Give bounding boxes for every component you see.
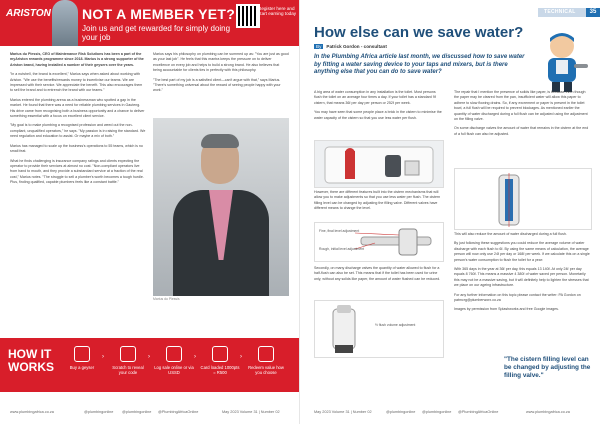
paragraph: For any further information on this topic please contact the writer: PA Gordon on patmcrg@plumberworx.co.za bbox=[454, 292, 581, 303]
left-column-1 bbox=[10, 52, 146, 190]
paragraph: A big area of water consumption in any installation is the toilet. Most persons flush the toilet on an average four times a day. If your toilet has a standard 9ℓ cistern, that means 36ℓ per day per person or 252ℓ per week. bbox=[314, 90, 436, 105]
right-column-1 bbox=[314, 90, 444, 125]
article-title: How else can we save water? bbox=[314, 24, 524, 41]
step-card-loaded bbox=[200, 346, 240, 375]
plumber-mascot-illustration bbox=[534, 30, 590, 94]
footer-site[interactable]: www.plumbingafrica.co.za bbox=[526, 410, 570, 414]
byline-by: By bbox=[316, 44, 322, 49]
step-scratch bbox=[108, 346, 148, 375]
arrow-right-icon: › bbox=[148, 354, 150, 360]
card-icon bbox=[212, 346, 228, 362]
half-flush-label: ½ flush volume adjustment bbox=[375, 323, 416, 327]
ariston-banner[interactable] bbox=[0, 0, 300, 46]
step-label: Redeem value how you choose bbox=[248, 365, 284, 375]
arrow-right-icon: › bbox=[240, 354, 242, 360]
paragraph: With 365 days in the year at 36ℓ per day, this equals 13 140ℓ. At only 24ℓ per day equals 8 760ℓ. This means a massive 4 380ℓ of water saved per person. Monetarily this may not be a massive saving, but it will definitely help to lighten the stresses that we place on our ageing infrastructure. bbox=[454, 267, 589, 288]
paragraph: On some discharge valves the amount of water that remains in the cistern at the end of a full flush can also be adjusted. bbox=[454, 126, 589, 136]
paragraph: "My goal is to make plumbing a recognised profession and weed out the non-compliant, unqualified operators," he says. "My passion is in raising the standard. We need regulation and education to assist. Or maybe a mix of both." bbox=[10, 123, 146, 139]
qr-code-icon[interactable] bbox=[236, 4, 260, 28]
byline-author: Patrick Gordon - consultant bbox=[326, 44, 387, 49]
section-tab bbox=[538, 8, 600, 17]
right-column-1b bbox=[314, 190, 444, 216]
step-redeem bbox=[246, 346, 286, 375]
how-it-works-title: HOW IT WORKS bbox=[8, 347, 54, 374]
paragraph: Images by permission from Splashworks and free Google images. bbox=[454, 307, 559, 312]
portrait-photo bbox=[153, 118, 289, 296]
banner-headline: NOT A MEMBER YET? bbox=[82, 6, 236, 22]
paragraph: Marius entered the plumbing arena as a businessman who spotted a gap in the market. He found that there was a need for reliable plumbing services in Gauteng. His drive came from recognising both a business opportunity and a chance to deliver something essential with a focus on excellent client service. bbox=[10, 97, 145, 119]
footer-issue: May 2023 Volume 31 | Number 02 bbox=[314, 410, 372, 414]
fine-adjustment-label: Fine, final level adjustment bbox=[319, 229, 360, 233]
step-label: Scratch to reveal your code bbox=[112, 365, 144, 375]
footer-issue: May 2023 Volume 31 | Number 02 bbox=[222, 410, 280, 414]
right-column-2 bbox=[454, 90, 590, 141]
geyser-icon bbox=[74, 346, 90, 362]
banner-subline: Join us and get rewarded for simply doing your job bbox=[82, 24, 231, 42]
left-column-2 bbox=[153, 52, 289, 98]
paragraph: The repair that I mention the presence of solids like paper, is because even though the paper may be cleared from the pan, insufficient water will allow this paper to adhere to slow flowing drains. So, if any excrement or paper is present in the toilet bowl, a full flush will be required to prevent blockages. As mentioned earlier the quantity of water discharged during a full flush can be adjusted using the adjustment on the filling valve. bbox=[454, 90, 588, 122]
ariston-logo: ARISTON bbox=[6, 8, 51, 19]
paragraph: Secondly, on many discharge valves the quantity of water allowed to flush for a half-flush can also be set. This means that if the toilet has been used for urine only, without any solids like paper, the amount of water flushed can be reduced. bbox=[314, 266, 441, 281]
right-column-1c bbox=[314, 266, 444, 286]
photo-caption: Marius du Plessis bbox=[153, 297, 180, 301]
paragraph: Marius says his philosophy on plumbing can be summed up as: "You are just as good as your last job". He feels that this mantra keeps the pressure on to deliver excellence on every job and helps to build a strong brand. He also believes that being accountable for clients ties in perfectly with this philosophy. bbox=[153, 52, 289, 73]
paragraph: Marius du Plessis, CEO of Maintenance Risk Solutions has been a part of the myAriston rewards programme since 2018. Marius is a strong supporter of the Ariston brand, having installed a number of their geysers over the years. bbox=[10, 52, 144, 67]
step-label: Buy a geyser bbox=[69, 365, 95, 370]
banner-person-photo bbox=[52, 0, 78, 46]
step-buy-geyser bbox=[62, 346, 102, 370]
footer-social-facebook[interactable]: @plumbingonline bbox=[386, 410, 416, 414]
paragraph: "The best part of my job is a satisfied client—can't argue with that," says Marius. "There's something universal about the reward of seeing people happy with your work." bbox=[153, 77, 281, 93]
right-column-2b bbox=[454, 232, 590, 317]
step-log-sale bbox=[154, 346, 194, 375]
footer-social-twitter[interactable]: @plumbingonline bbox=[122, 410, 152, 414]
section-label: TECHNICAL bbox=[544, 9, 576, 15]
right-page bbox=[300, 0, 600, 424]
pull-quote: "The cistern filling level can be changed by adjusting the filling valve." bbox=[504, 356, 591, 379]
step-label: Card loaded 1000pts = R500 bbox=[200, 365, 240, 375]
paragraph: What he finds challenging is insurance company ratings and clients expecting the operator to provide their services at almost no cost. "Non-compliant operators live from hand to mouth, and they provide a substandard service at a fraction of the real cost," Marius notes. "The struggle to sell a plumber's worth becomes a tough hurdle. Plus, finding qualified, capable plumbers feels like a constant battle." bbox=[10, 158, 144, 185]
paragraph: Marius has managed to scale up the business's operations to 55 teams, which is no small feat. bbox=[10, 143, 143, 154]
step-label: Log sale online or via USSD bbox=[154, 365, 194, 375]
article-intro: In the Plumbing Africa article last month, we discussed how to save water by fitting a water saving device to your taps and mixers, but is there anything else that you can do to save water? bbox=[314, 54, 525, 76]
how-it-works-strip bbox=[0, 338, 300, 392]
cistern-image bbox=[314, 140, 444, 188]
discharge-valve-image bbox=[314, 300, 444, 358]
paragraph: This will also reduce the amount of water discharged during a full flush. bbox=[454, 232, 567, 236]
page-number: 35 bbox=[586, 8, 600, 17]
paragraph: "In a nutshell, the brand is excellent," Marius says when asked about working with Ariston. "We use the benefits/rewards money to incentivise our teams. We are impressed with their service. We appreciate the benefit. This also encourages them to sell the brand and to entrench the brand with our teams." bbox=[10, 72, 143, 93]
redeem-icon bbox=[258, 346, 274, 362]
footer-social-facebook[interactable]: @plumbingonline bbox=[84, 410, 114, 414]
paragraph: By just following these suggestions you could reduce the average volume of water discharge with each flush to 6ℓ. By using the same means of calculation, the average person will now only use 24ℓ per day or 168ℓ per week. If we calculate this on a single person's water consumption to flush the toilet for a year: bbox=[454, 241, 590, 262]
arrow-right-icon: › bbox=[194, 354, 196, 360]
paragraph: You may have seen that some people place a brick in the cistern to minimise the water capacity of the cistern so that you use less water per flush. bbox=[314, 110, 442, 120]
byline bbox=[314, 44, 387, 49]
float-adjustment-image bbox=[454, 168, 592, 230]
paragraph: However, there are different features built into the cistern mechanisms that will allow you to make adjustments so that you use less water per flush. The cistern filling level can be changed by adjusting the filling valve. Different valves have different means to change the level. bbox=[314, 190, 441, 211]
footer-social-linkedin[interactable]: @PlumbingAfricaOnline bbox=[458, 410, 499, 414]
monitor-icon bbox=[166, 346, 182, 362]
filling-valve-diagram bbox=[314, 222, 444, 262]
footer-social-linkedin[interactable]: @PlumbingAfricaOnline bbox=[158, 410, 199, 414]
rough-adjustment-label: Rough, initial level adjustment bbox=[319, 247, 365, 251]
banner-qr-text: Register here and start earning today bbox=[258, 6, 297, 17]
footer-social-twitter[interactable]: @plumbingonline bbox=[422, 410, 452, 414]
footer-site[interactable]: www.plumbingafrica.co.za bbox=[10, 410, 54, 414]
arrow-right-icon: › bbox=[102, 354, 104, 360]
scratch-card-icon bbox=[120, 346, 136, 362]
